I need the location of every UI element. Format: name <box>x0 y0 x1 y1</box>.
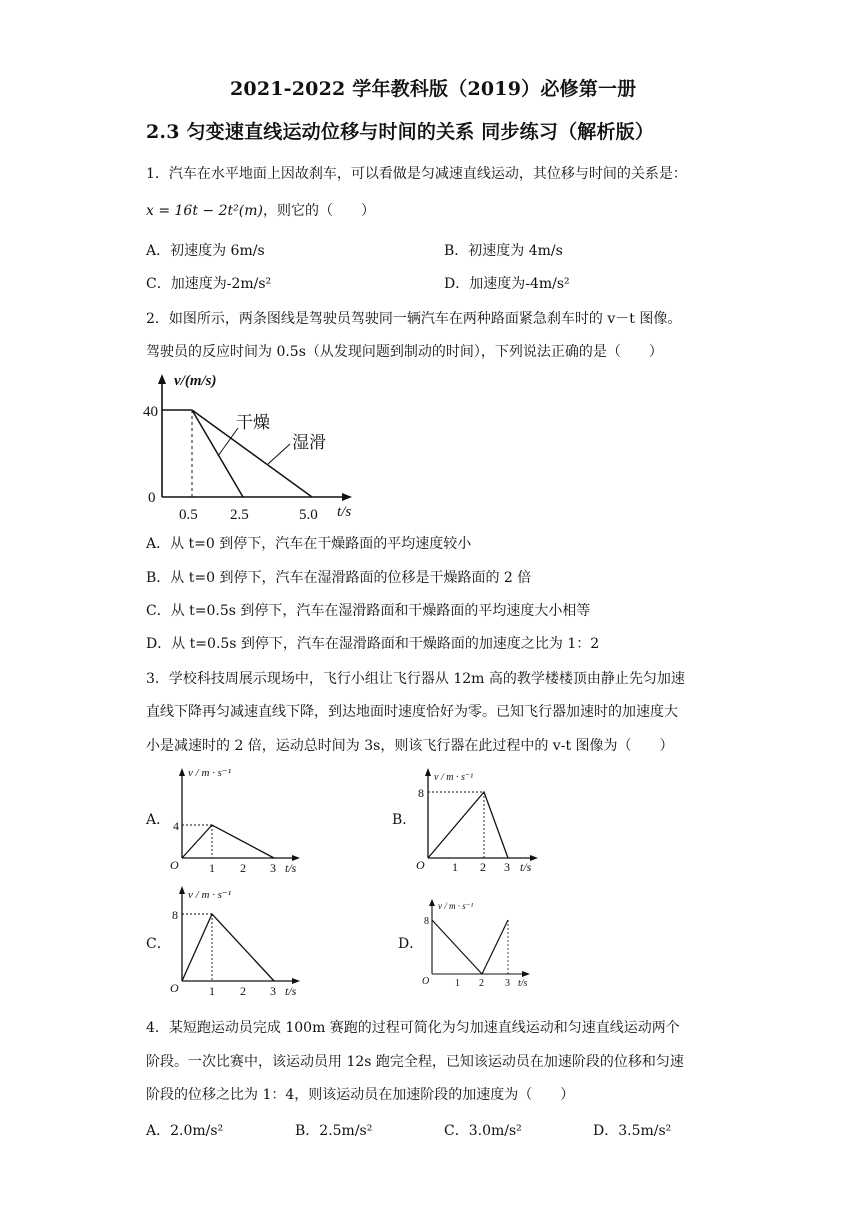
q3d-x-tick-2: 2 <box>479 978 484 989</box>
q3a-vt-line <box>182 825 274 858</box>
q3-graph-a <box>166 764 316 879</box>
document-title-line2: 2.3 匀变速直线运动位移与时间的关系 同步练习（解析版） <box>146 121 655 143</box>
q3c-x-tick-1: 1 <box>209 984 215 998</box>
q1-stem: 1．汽车在水平地面上因故刹车，可以看做是匀减速直线运动，其位移与时间的关系是： <box>146 166 687 182</box>
q1-formula-line <box>146 203 375 219</box>
q2-y-label: v/(m/s) <box>174 373 217 389</box>
q3b-y-tick: 8 <box>418 786 424 800</box>
q3d-y-label: v / m · s⁻¹ <box>438 901 474 911</box>
q3c-x-tick-2: 2 <box>240 984 246 998</box>
q3c-vt-line <box>182 914 274 981</box>
q1-option-a: A．初速度为 6m/s <box>146 243 265 259</box>
q2-y-arrow <box>158 374 166 384</box>
q3a-y-arrow <box>179 768 185 776</box>
q2-option-b: B．从 t=0 到停下，汽车在湿滑路面的位移是干燥路面的 2 倍 <box>146 570 532 586</box>
q2-origin: 0 <box>148 490 156 506</box>
q1-option-c: C．加速度为-2m/s² <box>146 276 272 292</box>
q3a-x-label: t/s <box>285 861 297 875</box>
q1-option-d: D．加速度为-4m/s² <box>444 276 570 292</box>
q3c-x-label: t/s <box>285 984 297 998</box>
q3d-vt-line <box>432 920 508 974</box>
q4-stem-line1: 4．某短跑运动员完成 100m 赛跑的过程可简化为匀加速直线运动和匀速直线运动两个 <box>146 1020 680 1036</box>
q4-option-b: B．2.5m/s² <box>295 1123 373 1139</box>
q3d-y-arrow <box>429 899 435 906</box>
document-title-line1: 2021-2022 学年教科版（2019）必修第一册 <box>230 78 637 100</box>
q3a-x-tick-3: 3 <box>270 861 276 875</box>
q3d-y-tick: 8 <box>424 916 429 927</box>
q3-graph-b <box>412 764 562 879</box>
q2-stem-line1: 2．如图所示，两条图线是驾驶员驾驶同一辆汽车在两种路面紧急刹车时的 v－t 图像。 <box>146 311 682 327</box>
q3b-origin: O <box>416 858 425 872</box>
q2-x-tick-2.5: 2.5 <box>230 507 249 523</box>
q2-wet-label: 湿滑 <box>292 433 326 452</box>
q3d-x-tick-1: 1 <box>455 978 460 989</box>
q2-x-arrow <box>342 493 352 501</box>
q3b-y-arrow <box>425 768 431 776</box>
q4-option-c: C．3.0m/s² <box>444 1123 522 1139</box>
q4-stem-line2: 阶段。一次比赛中，该运动员用 12s 跑完全程，已知该运动员在加速阶段的位移和匀速 <box>146 1054 684 1070</box>
q3c-y-arrow <box>179 886 185 894</box>
q3b-y-label: v / m · s⁻¹ <box>434 772 474 783</box>
q4-option-a: A．2.0m/s² <box>146 1123 224 1139</box>
q2-x-label: t/s <box>337 504 352 520</box>
q1-stem-tail: ，则它的（ ） <box>262 203 375 219</box>
q3c-y-tick: 8 <box>172 908 178 922</box>
q2-stem-line2: 驾驶员的反应时间为 0.5s（从发现问题到制动的时间），下列说法正确的是（ ） <box>146 344 663 360</box>
q3-graph-d <box>418 896 548 991</box>
q3d-x-label: t/s <box>518 978 528 989</box>
q1-option-b: B．初速度为 4m/s <box>444 243 563 259</box>
q3-option-a-label: A． <box>146 812 171 828</box>
q3b-x-tick-3: 3 <box>504 860 510 874</box>
q2-option-d: D．从 t=0.5s 到停下，汽车在湿滑路面和干燥路面的加速度之比为 1：2 <box>146 636 600 652</box>
q2-x-tick-5.0: 5.0 <box>299 507 318 523</box>
q3c-origin: O <box>170 981 179 995</box>
q3c-y-label: v / m · s⁻¹ <box>188 889 232 901</box>
q4-stem-line3: 阶段的位移之比为 1：4，则该运动员在加速阶段的加速度为（ ） <box>146 1087 575 1103</box>
q3b-x-tick-2: 2 <box>480 860 486 874</box>
q3a-origin: O <box>170 858 179 872</box>
q3a-x-tick-1: 1 <box>209 861 215 875</box>
q2-dry-label: 干燥 <box>236 413 270 432</box>
q2-y-tick-40: 40 <box>143 404 158 420</box>
q3d-origin: O <box>422 976 430 987</box>
q2-wet-pointer <box>268 444 290 464</box>
q2-vt-graph <box>140 370 380 525</box>
q3b-vt-line <box>428 792 508 858</box>
q3-graph-c <box>166 882 316 1002</box>
q3-stem-line2: 直线下降再匀减速直线下降，到达地面时速度恰好为零。已知飞行器加速时的加速度大 <box>146 704 678 720</box>
q3b-x-tick-1: 1 <box>452 860 458 874</box>
q3-stem-line3: 小是减速时的 2 倍，运动总时间为 3s，则该飞行器在此过程中的 v-t 图像为（ ） <box>146 738 674 754</box>
q3d-x-tick-3: 3 <box>505 978 510 989</box>
q3-option-c-label: C． <box>146 936 171 952</box>
q3c-x-tick-3: 3 <box>270 984 276 998</box>
q4-option-d: D．3.5m/s² <box>593 1123 672 1139</box>
q3b-x-label: t/s <box>520 860 532 874</box>
q3-option-d-label: D． <box>398 936 424 952</box>
q3a-x-tick-2: 2 <box>240 861 246 875</box>
q3-stem-line1: 3．学校科技周展示现场中，飞行小组让飞行器从 12m 高的教学楼楼顶由静止先匀加速 <box>146 671 685 687</box>
q3-option-b-label: B． <box>392 812 417 828</box>
q2-x-tick-0.5: 0.5 <box>179 507 198 523</box>
q3d-x-arrow <box>522 971 530 977</box>
q3a-y-tick: 4 <box>173 819 179 833</box>
q1-formula: x = 16t − 2t²(m) <box>146 203 263 219</box>
q2-option-c: C．从 t=0.5s 到停下，汽车在湿滑路面和干燥路面的平均速度大小相等 <box>146 603 591 619</box>
q2-option-a: A．从 t=0 到停下，汽车在干燥路面的平均速度较小 <box>146 536 472 552</box>
q3a-y-label: v / m · s⁻¹ <box>188 767 232 779</box>
